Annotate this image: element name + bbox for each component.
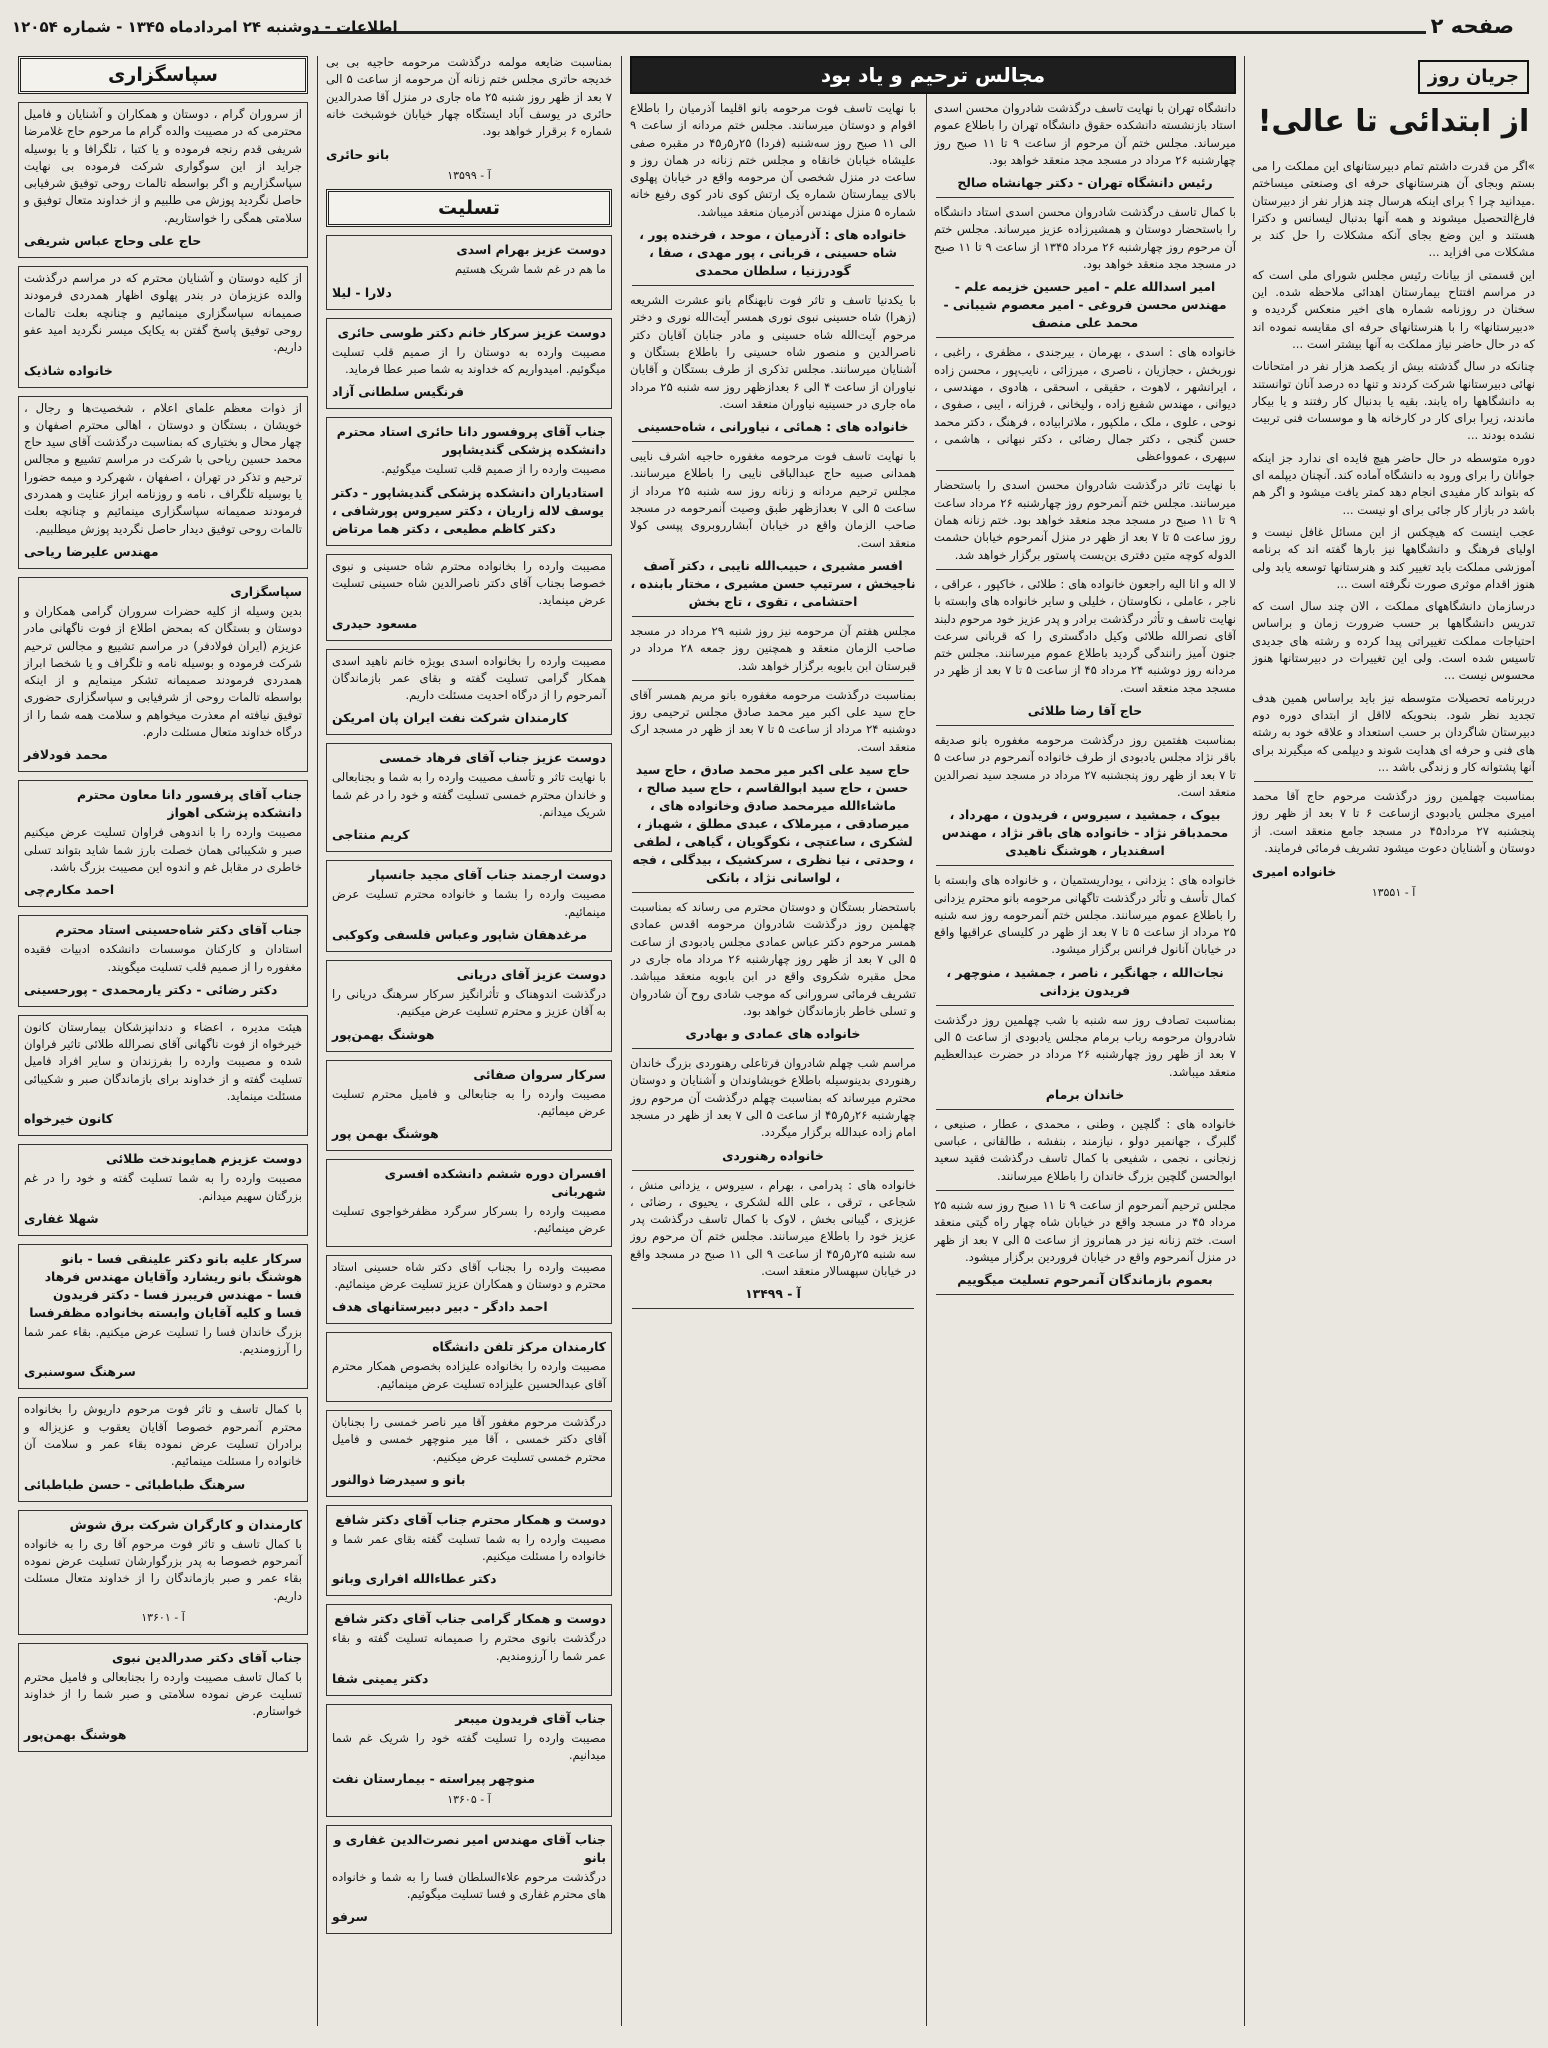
notice-heading: کارمندان و کارگران شرکت برق شوش	[69, 1516, 302, 1532]
notice-heading: جناب آقای فریدون میبعر	[455, 1710, 606, 1726]
memorial-notice: دانشگاه تهران با نهایت تاسف درگذشت شادروان محسن اسدی استاد بازنشسته دانشکده حقوق دانشگاه تهران را باطلاع عموم میرساند. مجلس ختم آن مرحوم از ساعت ۹ تا ۱۱ صبح روز چهارشنبه ۲۶ مرداد در مسجد مجد منعقد خواهد بود.	[934, 101, 1236, 167]
notice-signature: سرفو	[332, 1909, 368, 1925]
notice-signature: فرنگیس سلطانی آزاد	[332, 384, 465, 400]
editorial-paragraph: دوره متوسطه در حال حاضر هیچ فایده ای ندارد جز اینکه جوانان را برای ورود به دانشگاه آماده کند. آنچنان دیپلمه ای که بتواند کار مفیدی انجام دهد کمتر یافت میشود و اگر هم باشد در بازار کار جائی برای او نیست ...	[1252, 450, 1535, 517]
divider	[936, 865, 1234, 866]
thanks-banner: سپاسگزاری	[18, 56, 308, 94]
memorial-signature: خانواده های عمادی و بهادری	[685, 1026, 861, 1042]
memorial-column-right	[934, 100, 1236, 2030]
notice-signature: منوچهر پیراسته - بیمارستان نفت	[332, 1770, 536, 1786]
editorial-column	[1252, 54, 1535, 2029]
notice-box	[326, 1060, 612, 1152]
notice-signature: دلارا - لیلا	[332, 284, 392, 300]
divider	[632, 285, 914, 286]
notice-box	[326, 649, 612, 736]
memorial-notice: خانواده های : یزدانی ، یوداریستمیان ، و خانواده های وابسته با کمال تأسف و تأثر درگذشت تاگهانی مرحومه بانو محترم یزدانی را باطلاع عموم میرسانند. مجلس ختم آنمرحومه روز سه شنبه ۲۵ مرداد از ساعت ۵ تا ۷ بعد از ظهر در کلیسای عراقیها واقع در خیابان آنانول فرانس برگزار میشود.	[934, 873, 1236, 957]
memorial-notice: باستحضار بستگان و دوستان محترم می رساند که بمناسبت چهلمین روز درگذشت شادروان مرحومه اقدس عمادی همسر مرحوم دکتر عباس عمادی مجلس یادبودی از ساعت ۵ الی ۷ بعد از ظهر روز چهارشنبه ۲۶ مرداد ماه جاری در محل مقبره شکروی واقع در ابن بابویه منعقد میباشد. تشریف فرمائی سرورانی که موجب شادی روح آن شادروان و تسلی خاطر بازماندگان خواهد بود.	[630, 900, 916, 1018]
notice-box	[18, 1397, 308, 1501]
column-divider	[621, 56, 622, 2026]
notice-signature: کارمندان شرکت نفت ایران پان امریکن	[332, 710, 569, 726]
memorial-notice: با کمال تاسف درگذشت شادروان محسن اسدی استاد دانشگاه را باستحضار دوستان و همشیرزاده عزیز میرساند. مجلس ختم آن مرحوم روز چهارشنبه ۲۶ مرداد ۱۳۴۵ از ساعت ۹ تا ۱۱ صبح در مسجد مجد منعقد خواهد بود.	[934, 205, 1236, 272]
editorial-tag: جریان روز	[1418, 60, 1529, 94]
memorial-signature: افسر مشیری ، حبیب‌الله نایبی ، دکتر آصف ناجیخش ، سرتیپ حسن مشیری ، مختار بابنده ، احتشامی ، تقوی ، تاج بخش	[630, 557, 916, 609]
divider	[632, 1170, 914, 1171]
notice-signature: بانو حائری	[326, 147, 390, 163]
memorial-notice: با نهایت تاثر درگذشت شادروان محسن اسدی را باستحضار میرسانند. مجلس ختم آنمرحوم روز چهارشنبه ۲۶ مرداد ساعت ۹ تا ۱۱ صبح در مسجد مجد منعقد خواهد بود. ختم زنانه همان روز ساعت ۵ تا ۷ بعد از ظهر در منزل آنمرحوم خیابان حشمت الدوله کوچه متین دفتری بن‌بست پاستور برگزار خواهد شد.	[934, 478, 1236, 562]
divider	[936, 725, 1234, 726]
notice-box	[326, 554, 612, 641]
notice-box	[326, 417, 612, 545]
editorial-body	[1252, 158, 1535, 776]
notice-box	[326, 318, 612, 410]
divider	[936, 1005, 1234, 1006]
notice-signature: احمد مکارم‌چی	[24, 882, 115, 898]
notice-heading: دوست عزیزم همایوندخت طلائی	[105, 1151, 302, 1167]
notice-box	[326, 1255, 612, 1325]
notice-box	[18, 1244, 308, 1390]
notice-signature: دکتر رضائی - دکتر یارمحمدی - پورحسینی	[24, 981, 278, 997]
notice-heading: جناب آقای پروفسور دانا حائری استاد محترم دانشکده پزشکی گندیشاپور	[336, 424, 606, 458]
notice-box	[18, 102, 308, 258]
editorial-paragraph: درسازمان دانشگاههای مملکت ، الان چند سال است که تدریس دانشگاهها بر حسب ضرورت زمان و براساس احتیاجات مملکت تغییراتی پیدا کرده و رشته های جدیدی تاسیس شده است. ولی این تغییرات در دبیرستانها هنوز محسوس نیست ...	[1252, 599, 1535, 683]
notice-heading: دوست عزیز جناب آقای فرهاد خمسی	[379, 750, 606, 766]
notice-signature: هوشنگ بهمن‌پور	[332, 1026, 435, 1042]
notice-signature: مهندس علیرضا ریاحی	[24, 543, 159, 559]
ad-code: آ - ۱۳۵۹۹	[447, 169, 491, 183]
divider	[632, 616, 914, 617]
notice-signature: هوشنگ بهمن پور	[332, 1126, 439, 1142]
notice-text: مصیبت وارده را به شما تسلیت گفته بقای عمر شما و خانواده را مسئلت میکنیم.	[332, 1531, 606, 1564]
notice-signature: احمد دادگر - دبیر دبیرستانهای هدف	[332, 1299, 548, 1315]
page-number: صفحه ۲	[1430, 14, 1514, 38]
memorial-notice: مجلس ترحیم آنمرحوم از ساعت ۹ تا ۱۱ صبح روز سه شنبه ۲۵ مرداد ۴۵ در مسجد واقع در خیابان شاه چهار راه گیتی منعقد است. ختم زنانه نیز در همانروز از ساعت ۵ الی ۷ بعد از ظهر در منزل آنمرحوم واقع در خیابان فروردین برگزار میشود.	[934, 1198, 1236, 1264]
header-rule	[312, 31, 1426, 34]
notice-box	[326, 1332, 612, 1402]
notice-signature: سرهنگ طباطبائی - حسن طباطبائی	[24, 1476, 246, 1492]
divider	[632, 1308, 914, 1309]
notice-box	[18, 1510, 308, 1635]
notice-box	[18, 577, 308, 772]
notice-text: بزرگ خاندان فسا را تسلیت عرض میکنیم. بقاء عمر شما را آرزومندیم.	[24, 1324, 302, 1357]
notice-heading: جناب آقای دکتر صدرالدین نبوی	[111, 1649, 302, 1665]
notice-signature: سرهنگ سوسنبری	[24, 1364, 136, 1380]
notice-text: از کلیه دوستان و آشنایان محترم که در مراسم درگذشت والده عزیزمان در بندر پهلوی اظهار همدردی فرمودند صمیمانه سپاسگزاری مینمائیم و چنانچه بعلت تالمات روحی توفیق پاسخ گفتن به یکایک میسر نگردید امید عفو داریم.	[24, 271, 302, 355]
notice-signature: شهلا غفاری	[24, 1210, 99, 1226]
notice-heading: سپاسگزاری	[230, 583, 302, 599]
memorial-signature: خانواده های : همائی ، نیاورانی ، شاه‌حسینی	[637, 419, 909, 435]
notice-box	[326, 960, 612, 1052]
notice-heading: دوست عزیز آقای دریانی	[456, 966, 606, 982]
editorial-paragraph: دربرنامه تحصیلات متوسطه نیز باید براساس همین هدف تجدید نظر شود. بنحویکه لااقل از ابتدای دوره دوم دبیرستان شاگردان بر حسب استعداد و علاقه خود به رشته های فنی و حرفه ای هدایت شوند و دیپلمی که میگیرند برای آنها پشتوانه کار و زندگی باشد ...	[1252, 690, 1535, 774]
notice-text: با کمال تاسف و تاثر فوت مرحوم آقا ری را به خانواده آنمرحوم خصوصا به پدر بزرگوارشان تسلیت عرض نموده بقاء عمر و صبر بازماندگان را از خداوند متعال مسئلت داریم.	[24, 1536, 302, 1603]
notice-text: استادان و کارکنان موسسات دانشکده ادبیات فقیده مغفوره را از صمیم قلب تسلیت میگویند.	[24, 942, 302, 974]
divider	[936, 1190, 1234, 1191]
notice-signature: هوشنگ بهمن‌پور	[24, 1726, 127, 1742]
notice-text: با نهایت تاثر و تأسف مصیبت وارده را به شما و بجنابعالی و خاندان محترم خمسی تسلیت گفته و خود را در غم شما شریک میدانم.	[332, 770, 606, 820]
notice-signature: دکتر عطاءالله افراری وبانو	[332, 1571, 497, 1587]
notice-heading: دوست ارجمند جناب آقای مجید جانسپار	[368, 867, 606, 883]
divider	[936, 1109, 1234, 1110]
thanks-list	[18, 102, 308, 1752]
notice-box	[18, 1015, 308, 1136]
divider	[632, 441, 914, 442]
thanks-column	[18, 54, 308, 2029]
memorial-notice: بمناسبت هفتمین روز درگذشت مرحومه مغفوره بانو صدیقه باقر نژاد مجلس یادبودی از طرف خانواده آنمرحوم در ساعت ۵ تا ۷ بعد از ظهر روز پنجشنبه ۲۷ مرداد در مسجد سید نصرالدین منعقد است.	[934, 733, 1236, 799]
memorial-signature: حاج سید علی اکبر میر محمد صادق ، حاج سید حسن ، حاج سید ابوالقاسم ، حاج سید صالح ، ماشاءالله میرمحمد صادق وخانواده های ، میرصادقی ، میرملاک ، عبدی مطلق ، شهباز ، لشکری ، ساعتچی ، نکوگویان ، گیاهی ، لطفی ، وحدتی ، نیا نظری ، سرکشیک ، بیدگلی ، فجه ، لواسانی نژاد ، بانکی	[632, 762, 914, 886]
notice-box	[326, 235, 612, 309]
notice-signature: خانواده شاذیک	[24, 362, 113, 378]
notice-signature: کانون خیرخواه	[24, 1111, 114, 1127]
memorial-notice: با نهایت تاسف فوت مرحومه مغفوره حاجیه اشرف نایبی همدانی صبیه حاج عبدالباقی نایبی را باطلاع میرسانند. مجلس ترحیم مردانه و زنانه روز سه شنبه ۲۵ مرداد از ساعت ۵ الی ۷ بعدازظهر طبق وصیت آنمرحومه در مسجد صاحب الزمان واقع در خیابان آبشارروبروی پپسی کولا منعقد است.	[630, 449, 916, 550]
notice-text: بمناسبت ضایعه مولمه درگذشت مرحومه حاجیه بی بی خدیجه حاتری مجلس ختم زنانه آن مرحومه از ساعت ۵ الی ۷ بعد از ظهر روز شنبه ۲۵ ماه جاری در منزل آقا صدرالدین حائری در یوسف آباد ایستگاه چهار خیابان خوشبخت خانه شماره ۶ برقرار خواهد بود.	[326, 55, 612, 139]
notice-text: مصیبت وارده را بسرکار سرگرد مظفرخواجوی تسلیت عرض مینمائیم.	[332, 1204, 606, 1236]
notice-text: درگذشت بانوی محترم را صمیمانه تسلیت گفته و بقاء عمر شما را آرزومندیم.	[332, 1631, 606, 1663]
notice-heading: دوست و همکار گرامی جناب آقای دکتر شافع	[334, 1611, 606, 1627]
divider	[1254, 781, 1533, 782]
notice-box	[326, 743, 612, 852]
notice-heading: جناب آقای دکتر شاه‌حسینی استاد محترم	[55, 922, 302, 938]
notice-heading: کارمندان مرکز تلفن دانشگاه	[432, 1339, 606, 1355]
notice-text: از ذوات معظم علمای اعلام ، شخصیت‌ها و رجال ، خویشان ، بستگان و دوستان ، اهالی محترم اصفهان و چهار محال و بختیاری که بمناسبت درگذشت آقای سید حاج محمد حسین ریاحی با شرکت در مراسم تشییع و مجالس ترحیم و تذکر در تهران ، اصفهان ، شهرکرد و میمه حضورا یا بوسیله تلگراف ، نامه و روزنامه ابراز عنایت و همدردی فرمودند صمیمانه سپاسگزاری مینمائیم و چنانچه بعلت تالمات روحی توفیق دیدار حاصل نگردید پوزش میطلبیم.	[24, 400, 302, 536]
notice-box	[326, 860, 612, 952]
notice-text: مصیبت وارده را بخانواده محترم شاه حسینی و نبوی خصوصا بجناب آقای دکتر ناصرالدین شاه حسینی تسلیت عرض مینماید.	[332, 558, 606, 608]
divider	[936, 1294, 1234, 1295]
notice-box	[326, 1825, 612, 1935]
notice-text: با کمال تاسف مصیبت وارده را بجنابعالی و فامیل محترم تسلیت عرض نموده سلامتی و صبر شما را از خداوند خواستارم.	[24, 1669, 302, 1719]
memorial-notice: بمناسبت درگذشت مرحومه مغفوره بانو مریم همسر آقای حاج سید علی اکبر میر محمد صادق مجلس ترحیمی روز دوشنبه ۲۴ مرداد از ساعت ۵ تا ۷ بعد از ظهر در مسجد ارک منعقد است.	[630, 687, 916, 754]
notice-signature: مرغدهقان شاپور وعباس فلسفی وکوکبی	[332, 926, 588, 942]
notice-box	[18, 915, 308, 1007]
memorial-notice: خانواده های : اسدی ، بهرمان ، بیرجندی ، مظفری ، راغبی ، نوربخش ، حجازیان ، ناصری ، میرزائی ، نایب‌پور ، محسن زاده ، ایرانشهر ، لاهوت ، حقیقی ، اسحقی ، هادوی ، مهندسی ، دیوانی ، مهندس شفیع زاده ، ولیخانی ، فرزانه ، ایبی ، صفوی ، نوحی ، علوی ، ملک ، ملکپور ، ملاترابیاده ، فرهنگ ، دکتر محمد حسن گنجی ، دکتر جمال رضائی ، دکتر نبهانی ، هاشمی ، سپهری ، عموواعظی	[934, 345, 1236, 464]
divider	[632, 892, 914, 893]
divider	[936, 470, 1234, 471]
notice-heading: دوست و همکار محترم جناب آقای دکتر شافع	[335, 1511, 606, 1527]
notice-text: مصیبت وارده به دوستان را از صمیم قلب تسلیت میگوئیم. امیدواریم که خداوند به شما صبر عطا فرماید.	[332, 344, 606, 377]
condolence-list	[326, 235, 612, 1934]
memorial-signature: حاج آقا رضا طلائی	[1027, 703, 1143, 719]
notice-text: مصیبت وارده را بخانواده علیزاده بخصوص همکار محترم آقای عبدالحسین علیزاده تسلیت عرض مینمائیم.	[332, 1359, 606, 1391]
notice-box	[18, 780, 308, 907]
notice-signature: دکتر یمینی شفا	[332, 1670, 429, 1686]
memorial-signature: بعموم بازماندگان آنمرحوم تسلیت میگوییم	[957, 1272, 1213, 1288]
notice-text: مصیبت وارده را بخانواده اسدی بویژه خانم ناهید اسدی همکار گرامی تسلیت گفته و بقای عمر بازماندگان آنمرحوم را از درگاه احدیت مسئلت داریم.	[332, 653, 606, 703]
page-header	[12, 14, 1536, 44]
notice-signature: بانو و سیدرضا ذوالنور	[332, 1471, 466, 1487]
notice-box	[326, 1704, 612, 1817]
ad-code: آ - ۱۳۶۰۱	[141, 1610, 185, 1624]
memorial-notice: با نهایت تاسف فوت مرحومه بانو اقلیما آذرمیان را باطلاع اقوام و دوستان میرسانند. مجلس ختم مردانه از ساعت ۹ الی ۱۱ صبح روز سه‌شنبه (فردا) ۲۵ر۵ر۴۵ در مقبره صفی علیشاه خیابان خانقاه و مجلس ختم زنانه در همان روز و ساعت در منزل شخصی آن مرحومه واقع در خیابان پهلوی بالای بیمارستان شماره یک ارتش کوی نادر کوی رفیع خانه شماره ۵ منزل مهندس آذرمیان منعقد میباشد.	[630, 101, 916, 219]
memorial-notice: خانواده های : پدرامی ، بهرام ، سیروس ، یزدانی منش ، شجاعی ، ترقی ، علی الله لشکری ، یحیوی ، رضائی ، عزیزی ، گیبانی بخش ، لاوک با کمال تاسف درگذشت پدر عزیز خود را باطلاع میرسانند. مجلس ختم آن مرحوم روز سه شنبه ۲۵ر۵ر۴۵ از ساعت ۹ الی ۱۱ صبح در مسجد واقع در خیابان سپهسالار منعقد است.	[630, 1177, 916, 1279]
condolence-banner: تسلیت	[326, 189, 612, 227]
publication-line: اطلاعات - دوشنبه ۲۴ امردادماه ۱۳۴۵ - شماره ۱۲۰۵۴	[12, 18, 398, 36]
divider	[632, 680, 914, 681]
divider	[936, 569, 1234, 570]
memorial-signature: امیر اسدالله علم - امیر حسین خزیمه علم - مهندس محسن فروغی - امیر معصوم شیبانی - محمد علی منصف	[943, 279, 1227, 331]
divider	[936, 337, 1234, 338]
notice-box	[326, 1410, 612, 1497]
notice-box	[18, 1643, 308, 1752]
memorial-notice: بمناسبت تصادف روز سه شنبه با شب چهلمین روز درگذشت شادروان مرحومه رباب برمام مجلس یادبودی از ساعت ۵ الی ۷ بعد از ظهر روز چهارشنبه ۲۶ مرداد در حضرت عبدالعظیم منعقد میباشد.	[934, 1012, 1236, 1079]
memorial-signature: آ - ۱۳۴۹۹	[745, 1286, 801, 1302]
notice-text: بدین وسیله از کلیه حضرات سروران گرامی همکاران و دوستان و بستگان که بمحض اطلاع از فوت ناگهانی مادر عزیزم (ایران فولادفر) در مراسم تشییع و مجالس ترحیم شرکت فرموده و بوسیله نامه و تلگراف و یا شخصا ابراز همدردی فرمودند صمیمانه تشکر مینمایم و از اینکه بواسطه تالمات روحی از شرفیابی و سپاسگزاری حضوری توفیق نیافته ام معذرت میخواهم و سلامت همه شما را از درگاه خداوند متعال مسئلت دارم.	[24, 603, 302, 740]
notice-text: مصیبت وارده را به شما تسلیت گفته و خود را در غم بزرگتان سهیم میدانم.	[24, 1171, 302, 1203]
notice-text: هیئت مدیره ، اعضاء و دندانپزشکان بیمارستان کانون خیرخواه از فوت ناگهانی آقای نصرالله طلائی تاثیر فراوان شده و مصیبت وارده را بفرزندان و سایر افراد فامیل تسلیت گفته و از خداوند برای بازماندگان صبر و شکیبائی مسئلت مینماید.	[24, 1019, 302, 1103]
memorial-signature: رئیس دانشگاه تهران - دکتر جهانشاه صالح	[957, 175, 1213, 191]
editorial-paragraph: این قسمتی از بیانات رئیس مجلس شورای ملی است که در مراسم افتتاح بیمارستان اهدائی ملاحظه شده. این سخنان در روزنامه شماره های اخیر منعکس گردیده و «دبیرستانها» را با هنرستانهای حرفه ای مقایسه نموده اند که در حال حاضر نیاز مملکت به آنها بیشتر است ...	[1252, 267, 1535, 351]
memorial-notice: لا اله و انا الیه راجعون خانواده های : طلائی ، خاکپور ، عراقی ، ناجر ، عاملی ، نکاوستان ، خلیلی و سایر خانواده های وابسته با نهایت تاسف و تأثر درگذشت برادر و پدر عزیز خود مرحوم دلبند آقای نصرالله طلائی وکیل دادگستری را که قربانی سرعت جنون آمیز رانندگی گردید باطلاع عموم میرسانند. مجلس ختم مردانه روز دوشنبه ۲۴ مرداد ۴۵ از ساعت ۵ تا ۷ بعد از ظهر در مسجد مجد منعقد است.	[934, 576, 1236, 695]
memorial-signature: خانواده های : آذرمیان ، موحد ، فرخنده پور ، شاه حسینی ، قربانی ، پور مهدی ، صفا ، گودرزنیا ، سلطان محمدی	[639, 227, 907, 279]
notice-heading: سرکار علیه بانو دکتر علینقی فسا - بانو هوشنگ بانو ریشارد وآقایان مهندس فرهاد فسا - مهندس فریبرز فسا - دکتر فریدون فسا و کلیه آقایان وابسته بخانواده مظفرفسا	[29, 1250, 302, 1320]
memorial-notice: با یکدنیا تاسف و تاثر فوت نابهنگام بانو عشرت الشریعه (زهرا) شاه حسینی نبوی نوری همسر آیت‌الله نوری و دختر مرحوم آیت‌الله شاه حسینی و مادر جنابان آقایان دکتر ناصرالدین و منصور شاه حسینی را باطلاع بستگان و آشنایان میرسانند. مجلس تذکری از طرف بستگان و آقایان نیاوران از ساعت ۴ الی ۶ بعدازظهر روز سه شنبه ۲۵ مرداد ماه جاری در حسینیه نیاوران منعقد است.	[630, 293, 916, 411]
notice-heading: دوست عزیز بهرام اسدی	[456, 242, 606, 258]
notice-text: درگذشت اندوهناک و تأثرانگیز سرکار سرهنگ دریانی را به آقان عزیز و محترم تسلیت عرض میکنیم.	[332, 986, 606, 1019]
memorial-signature: نجات‌الله ، جهانگیر ، ناصر ، جمشید ، منوچهر ، فریدون یزدانی	[946, 964, 1224, 998]
notice-heading: افسران دوره ششم دانشکده افسری شهربانی	[384, 1166, 606, 1200]
column-divider	[317, 56, 318, 2026]
editorial-paragraph: »اگر من قدرت داشتم تمام دبیرستانهای این مملکت را می بستم وبجای آن هنرستانهای حرفه ای وصنعتی میساختم .میدانید چرا ؟ برای اینکه هرسال چند هزار نفر از دبیرستان فارغ‌التحصیل میشوند و همه آنها بدنبال لیسانس و دکترا هستند و این وضع بجای آنکه مشکلات را حل کند بر مشکلات می افزاید ...	[1252, 159, 1535, 260]
memorial-banner: مجالس ترحیم و یاد بود	[630, 56, 1236, 94]
notice-signature: کریم منتاجی	[332, 827, 410, 843]
notice-text: مصیبت وارده را به جنابعالی و فامیل محترم تسلیت عرض میمائیم.	[332, 1086, 606, 1118]
notice-heading: دوست عزیز سرکار خانم دکتر طوسی حائری	[337, 324, 606, 340]
notice-signature: حاج علی وحاج عباس شریفی	[24, 233, 202, 249]
editorial-title: از ابتدائی تا عالی!	[1257, 104, 1530, 139]
notice-box	[326, 1604, 612, 1696]
notice-text: ما هم در غم شما شریک هستیم	[454, 262, 606, 277]
notice-text: درگذشت مرحوم علاءالسلطان فسا را به شما و خانواده های محترم غفاری و فسا تسلیت میگوئیم.	[332, 1869, 606, 1901]
memorial-notice-signature: خانواده امیری	[1252, 864, 1337, 880]
notice-heading: جناب آقای مهندس امیر نصرت‌الدین غفاری و بانو	[333, 1831, 606, 1865]
divider	[632, 1048, 914, 1049]
memorial-notice: مراسم شب چهلم شادروان فرتاعلی رهنوردی بزرگ خاندان رهنوردی بدینوسیله باطلاع خویشاوندان و آشنایان و دوستان محترم میرساند که بمناسبت چهلم درگذشت آن مرحوم روز چهارشنبه ۲۶ر۵ر۴۵ از ساعت ۵ الی ۷ بعد از ظهر در مسجد امام زاده عبدالله برگزار میگردد.	[630, 1056, 916, 1140]
notice-signature: استادیاران دانشکده پزشکی گندیشاپور - دکتر یوسف لاله زاریان ، دکتر سیروس پورشافی ، دکتر کاظم مطیعی ، دکتر هما مرتاض	[332, 484, 604, 536]
memorial-notice: خانواده های : گلچین ، وطنی ، محمدی ، عطار ، صنیعی ، گلبرگ ، جهانمیر دولو ، نیازمند ، بنفشه ، طالقانی ، عباسی زنجانی ، نجمی ، شفیعی با کمال تاسف درگذشت فقید سعید ابوالحسن گلچین بزرگ خاندان را باطلاع میرسانند.	[934, 1116, 1236, 1183]
notice-text: مصیبت وارده را با اندوهی فراوان تسلیت عرض میکنیم صبر و شکیبائی همان خصلت بارز شما شاید بتواند تسلی خاطری در مقابل غم و اندوه این مصیبت بزرگ باشد.	[24, 825, 302, 874]
notice-signature: محمد فودلافر	[24, 747, 108, 763]
divider	[936, 197, 1234, 198]
notice-text: با کمال تاسف و تاثر فوت مرحوم داریوش را بخانواده محترم آنمرحوم خصوصا آقایان یعقوب و عزیزاله و برادران تسلیت عرض نموده بقاء عمر و سلامت آن خانواده را مسئلت مینمائیم.	[24, 1402, 302, 1469]
notice-box	[18, 396, 308, 569]
memorial-notice: مجلس هفتم آن مرحومه نیز روز شنبه ۲۹ مرداد در مسجد صاحب الزمان منعقد و همچنین روز جمعه ۲۸ مرداد در قبرستان ابن بابویه برگزار خواهد شد.	[630, 623, 916, 673]
ad-code: آ - ۱۳۵۵۱	[1371, 886, 1416, 900]
condolence-column	[326, 54, 612, 2029]
notice-signature: مسعود حیدری	[332, 615, 418, 631]
notice-text: مصیبت وارده را از صمیم قلب تسلیت میگوئیم.	[381, 462, 606, 477]
memorial-notice-text: بمناسبت چهلمین روز درگذشت مرحوم حاج آقا محمد امیری مجلس یادبودی ازساعت ۶ تا ۷ بعد از ظهر روز پنجشنبه ۲۷ مرداد۴۵ در مسجد جامع منعقد است. از دوستان و آشنایان دعوت میشود تشریف فرمائی فرمایند.	[1252, 789, 1535, 855]
notice-box	[18, 266, 308, 387]
notice-box	[326, 1159, 612, 1247]
notice-heading: سرکار سروان صفائی	[473, 1066, 606, 1082]
editorial-paragraph: عجب اینست که هیچکس از این مسائل غافل نیست و اولیای فرهنگ و دانشگاهها نیز بارها گفته اند که برنامه آموزشی مملکت باید تغییر کند و هنرستانها توسعه یابد ولی هنوز اقدام موثری صورت نگرفته است ...	[1252, 524, 1535, 591]
notice-heading: جناب آقای پرفسور دانا معاون محترم دانشکده پزشکی اهواز	[77, 787, 302, 821]
column-divider	[1244, 56, 1245, 2026]
memorial-signature: بیوک ، جمشید ، سیروس ، فریدون ، مهرداد ، محمدباقر نژاد - خانواده های باقر نژاد ، مهندس اسفندیار ، هوشنگ ناهیدی	[941, 807, 1229, 859]
memorial-signature: خاندان برمام	[1045, 1086, 1125, 1102]
notice-text: از سروران گرام ، دوستان و همکاران و آشنایان و فامیل محترمی که در مصیبت والده گرام ما مرحوم حاج غلامرضا شریفی قدم رنجه فرموده و یا کتبا ، تلگرافا و یا بوسیله جراید از این سوگواری شرکت فرموده بی نهایت سپاسگزاریم و اگر بواسطه تالمات روحی توفیق شرفیابی حاصل نگردید پوزش می طلبیم و از خداوند متعال توفیق و سلامتی همگی را خواستاریم.	[24, 107, 302, 225]
notice-box	[18, 1144, 308, 1236]
notice-box	[326, 1505, 612, 1597]
ad-code: آ - ۱۳۶۰۵	[447, 1792, 491, 1806]
notice-text: مصیبت وارده را بجناب آقای دکتر شاه حسینی استاد محترم و دوستان و همکاران عزیز تسلیت عرض مینمائیم.	[332, 1259, 606, 1292]
memorial-column-left	[630, 100, 916, 2030]
notice-text: درگذشت مرحوم مغفور آقا میر ناصر خمسی را بجنابان آقای دکتر خمسی ، آقا میر منوچهر خمسی و فامیل محترم خمسی تسلیت عرض میکنیم.	[332, 1414, 606, 1464]
editorial-paragraph: چنانکه در سال گذشته بیش از یکصد هزار نفر در امتحانات نهائی دبیرستانها شرکت کردند و تنها ده درصد آنان توانستند به دانشگاهها راه یابند. بقیه یا بدنبال کار رفتند و یا بیکار ماندند، زیرا برای کار در کارخانه ها و موسسات فنی تربیت نشده بودند ...	[1252, 359, 1535, 443]
notice-text: مصیبت وارده را بشما و خانواده محترم تسلیت عرض مینمائیم.	[332, 887, 606, 919]
memorial-signature: خانواده رهنوردی	[722, 1147, 824, 1163]
notice-text: مصیبت وارده را تسلیت گفته خود را شریک غم شما میدانیم.	[332, 1730, 606, 1763]
